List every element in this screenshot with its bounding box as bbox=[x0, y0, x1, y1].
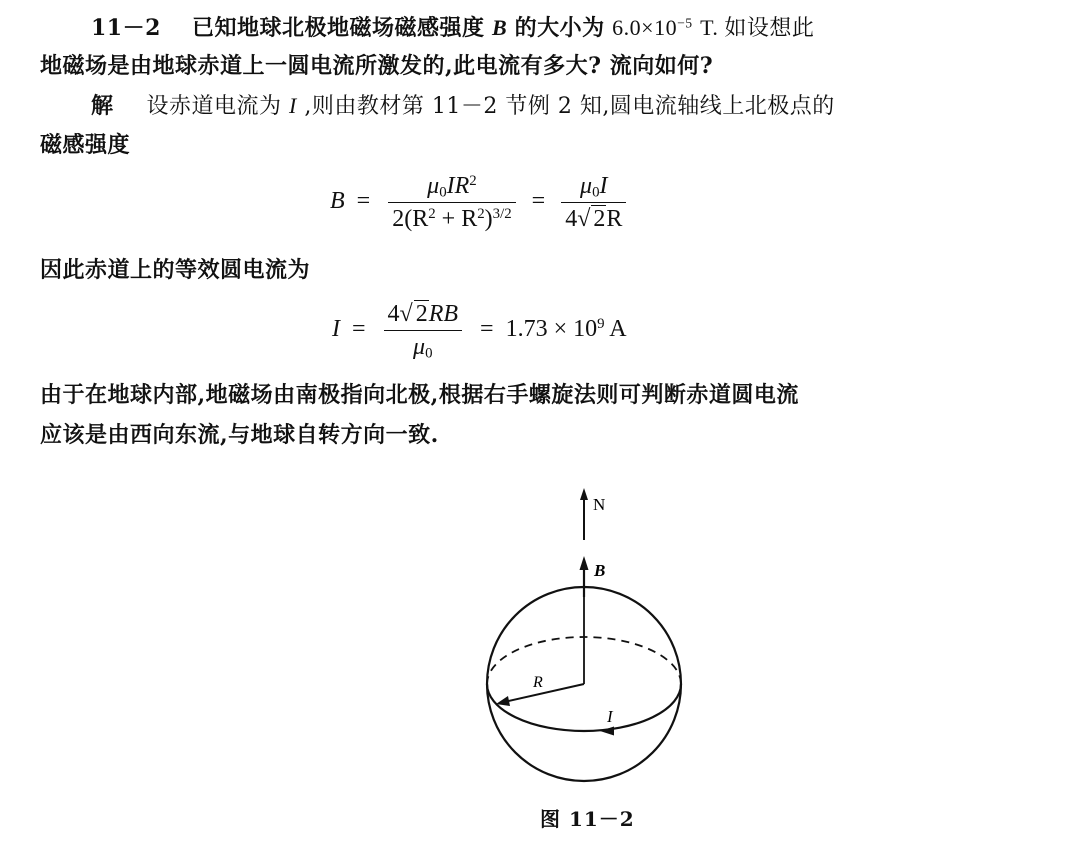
eq2-equals: = bbox=[352, 316, 366, 343]
problem-number: 11－2 bbox=[91, 15, 161, 41]
current-arrowhead-icon bbox=[600, 727, 614, 736]
eq2-lhs: I bbox=[332, 316, 340, 343]
solution-text-a: 设赤道电流为 bbox=[146, 94, 282, 119]
eq2-result: $1.73 \times 10^9$ A bbox=[505, 315, 627, 343]
solution-i-symbol: I bbox=[289, 93, 297, 118]
problem-value: $6.0\times 10^{-5}$ bbox=[612, 15, 693, 40]
label-b: B bbox=[594, 561, 606, 580]
eq1-numerator-1: $\mu_0IR^2$ bbox=[388, 172, 515, 203]
eq1-numerator-2: $\mu_0I$ bbox=[561, 172, 626, 203]
eq1-equals: = bbox=[356, 188, 371, 215]
eq2-denominator: $\mu_0$ bbox=[413, 334, 433, 362]
b-arrowhead-icon bbox=[580, 556, 589, 570]
problem-text-a: 已知地球北极地磁场磁感强度 bbox=[191, 15, 485, 41]
north-arrowhead-icon bbox=[580, 488, 588, 500]
solution-label: 解 bbox=[91, 93, 114, 119]
conclusion-line-2: 应该是由西向东流,与地球自转方向一致. bbox=[40, 422, 439, 448]
label-r: R bbox=[533, 674, 543, 691]
radius-line bbox=[504, 684, 584, 702]
eq1-lhs: B bbox=[330, 188, 345, 215]
problem-unit-text: T. 如设想此 bbox=[700, 15, 815, 40]
middle-text: 因此赤道上的等效圆电流为 bbox=[40, 257, 311, 283]
eq2-equals-2: = bbox=[480, 316, 494, 343]
problem-b-symbol: B bbox=[491, 15, 508, 40]
eq1-denominator-2: 4√ 2R bbox=[565, 206, 623, 232]
equator-front bbox=[487, 684, 681, 731]
eq1-denominator-1: $2(R^2 + R^2)^{3/2}$ bbox=[392, 205, 512, 232]
solution-line-2: 磁感强度 bbox=[40, 132, 131, 158]
eq1-equals-2: = bbox=[531, 188, 546, 215]
problem-text-b: 的大小为 bbox=[514, 15, 605, 41]
label-i: I bbox=[607, 707, 613, 726]
eq2-numerator: 4√ 2RB bbox=[384, 300, 463, 331]
label-n: N bbox=[593, 495, 606, 514]
solution-text-b: ,则由教材第 11－2 节例 2 知,圆电流轴线上北极点的 bbox=[304, 94, 835, 119]
problem-line-2: 地磁场是由地球赤道上一圆电流所激发的,此电流有多大? 流向如何? bbox=[40, 53, 714, 79]
conclusion-line-1: 由于在地球内部,地磁场由南极指向北极,根据右手螺旋法则可判断赤道圆电流 bbox=[40, 382, 799, 408]
figure-caption: 图 11－2 bbox=[540, 807, 635, 831]
